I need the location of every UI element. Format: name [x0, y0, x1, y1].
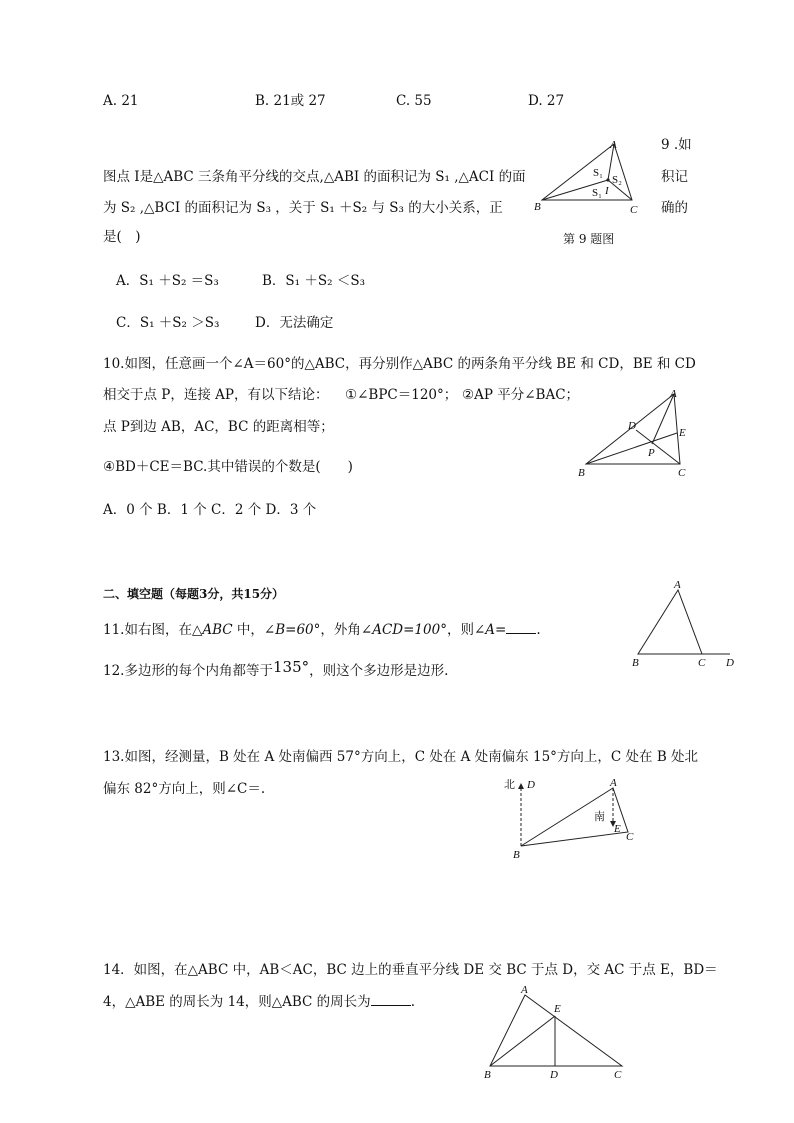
q9-label-i: I	[605, 185, 609, 197]
q13-label-south: 南	[594, 811, 605, 823]
q10-label-e: E	[679, 427, 686, 439]
q11-figure	[626, 578, 744, 670]
q11-angle-a: ∠A=	[473, 622, 507, 638]
q12-text-b: ，则这个多边形是边形.	[309, 663, 449, 679]
q13-text-line2: 偏东 82°方向上，则∠C＝.	[103, 781, 266, 797]
q8-option-d: D. 27	[528, 93, 565, 109]
q10-label-c: C	[678, 467, 686, 479]
q9-option-d: D．无法确定	[255, 315, 334, 331]
q8-option-b: B. 21或 27	[255, 93, 326, 109]
q14-text-line2a: 4，△ABE 的周长为 14，则△ABC 的周长为	[103, 994, 371, 1010]
q11-text-d: ，则	[446, 622, 474, 638]
q11-text-a: 11.如右图，在	[103, 622, 192, 638]
q13-label-b: B	[513, 849, 520, 861]
q10-conclusion-2: ②AP 平分∠BAC；	[462, 387, 580, 403]
q9-label-s1-top: S₁	[593, 167, 603, 179]
q14-text-line1: 14．如图，在△ABC 中，AB＜AC，BC 边上的垂直平分线 DE 交 BC 于点 D，交 AC 于点 E，BD＝	[103, 962, 718, 978]
q9-option-b: B．S₁ ＋S₂ ＜S₃	[262, 273, 365, 289]
q13-label-e: E	[614, 823, 621, 835]
q11-angle-acd: ∠ACD=100°	[360, 622, 447, 638]
q9-label-c: C	[630, 204, 638, 216]
q9-text-line2: 为 S₂ ,△BCI 的面积记为 S₃ ，关于 S₁ ＋S₂ 与 S₃ 的大小关系，正	[103, 200, 503, 216]
section-heading: 二、填空题（每题3分，共15分）	[103, 587, 285, 601]
q14-text-line2	[103, 993, 415, 1010]
q8-option-a: A. 21	[103, 93, 139, 109]
q14-label-c: C	[614, 1069, 622, 1081]
q10-text-line3: 点 P到边 AB，AC，BC 的距离相等；	[103, 419, 334, 435]
q10-text-line4: ④BD＋CE＝BC.其中错误的个数是( )	[103, 459, 353, 475]
q10-text-line1: 10.如图，任意画一个∠A＝60°的△ABC，再分别作△ABC 的两条角平分线 BE 和 CD，BE 和 CD	[103, 356, 696, 372]
q10-label-d: D	[628, 420, 636, 432]
q11-text-c: ，外角	[320, 622, 361, 638]
q12-text	[103, 658, 449, 679]
q11-text-e: .	[536, 622, 541, 638]
q12-value: 135°	[272, 658, 310, 676]
q9-label-s2: S₂	[612, 174, 622, 186]
q13-label-a: A	[610, 777, 617, 789]
q14-figure	[476, 982, 636, 1082]
q11-label-a: A	[674, 579, 681, 591]
q11-label-d: D	[726, 657, 734, 669]
q11-triangle: △ABC	[191, 622, 233, 638]
q11-answer-blank[interactable]	[506, 621, 536, 634]
q10-options: A．0 个 B．1 个 C．2 个 D．3 个	[103, 502, 317, 518]
q13-label-c: C	[626, 831, 634, 843]
q11-angle-b: ∠B=60°	[263, 622, 321, 638]
q14-text-line2b: .	[410, 994, 415, 1010]
q11-label-c: C	[698, 657, 706, 669]
q9-text-line1: 图点 I是△ABC 三条角平分线的交点,△ABI 的面积记为 S₁ ,△ACI 的面	[103, 169, 526, 185]
q9-text-line2-right: 确的	[661, 200, 688, 216]
q9-option-c: C．S₁ ＋S₂ ＞S₃	[116, 315, 220, 331]
q13-label-north: 北	[504, 779, 515, 791]
q10-label-a: A	[670, 388, 677, 400]
q9-label-a: A	[610, 139, 617, 151]
q14-answer-blank[interactable]	[371, 993, 411, 1006]
q10-figure	[574, 384, 694, 480]
q12-text-a: 12.多边形的每个内角都等于	[103, 663, 273, 679]
q14-label-e: E	[554, 1003, 561, 1015]
q9-label-b: B	[534, 201, 541, 213]
q13-label-d: D	[527, 779, 535, 791]
q10-label-b: B	[578, 467, 585, 479]
q14-label-a: A	[521, 984, 528, 996]
q11-label-b: B	[632, 657, 639, 669]
q9-text-line3: 是( )	[103, 229, 141, 245]
q9-caption: 第 9 题图	[563, 232, 615, 246]
q9-option-a: A．S₁ ＋S₂ ＝S₃	[116, 273, 219, 289]
q10-label-p: P	[648, 447, 655, 459]
q14-label-b: B	[484, 1069, 491, 1081]
q13-figure	[500, 772, 650, 864]
q13-text-line1: 13.如图，经测量，B 处在 A 处南偏西 57°方向上，C 处在 A 处南偏东 15°方向上，C 处在 B 处北	[103, 749, 699, 765]
q9-figure	[530, 134, 660, 218]
q9-label-s3: S₁	[592, 187, 602, 199]
q9-text-line1-right: 积记	[661, 169, 688, 185]
q8-option-c: C. 55	[396, 93, 432, 109]
q11-text-b: 中，	[232, 622, 264, 638]
q14-label-d: D	[550, 1069, 558, 1081]
q11-text	[103, 621, 541, 638]
q9-number: 9 .如	[661, 137, 692, 153]
q10-conclusion-1: ①∠BPC＝120°；	[345, 387, 458, 403]
q10-text-line2: 相交于点 P，连接 AP，有以下结论：	[103, 387, 329, 403]
